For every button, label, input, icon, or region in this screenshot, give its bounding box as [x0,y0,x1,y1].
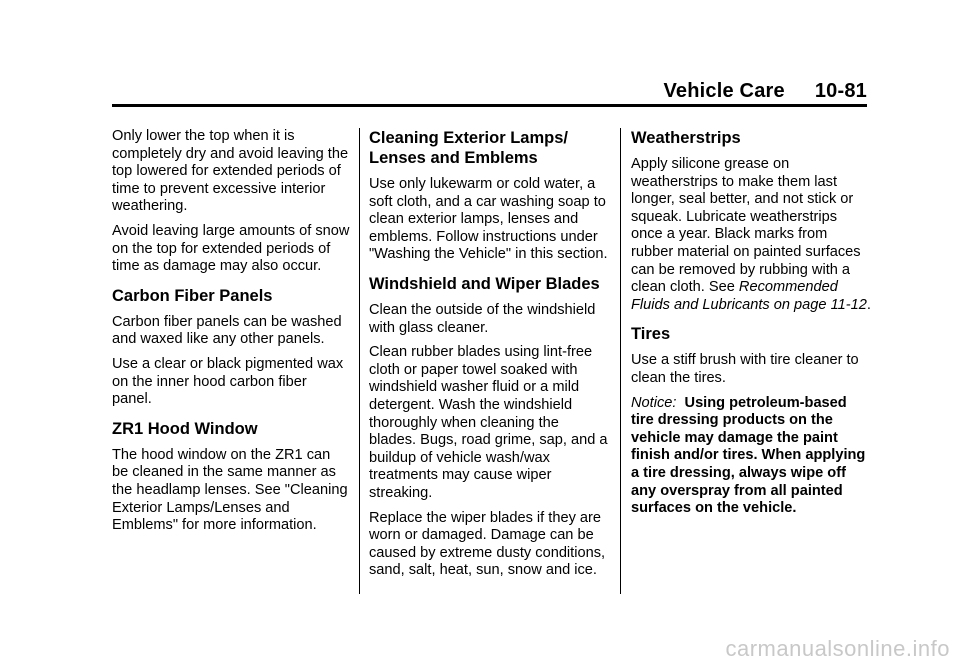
heading-weatherstrips: Weatherstrips [631,129,741,147]
paragraph: Only lower the top when it is completely dry and avoid leaving the top lowered for extended periods of time to prevent excessive interior weathering. [112,128,349,215]
paragraph: Use a stiff brush with tire cleaner to clean the tires. [631,352,859,386]
paragraph: The hood window on the ZR1 can be cleaned in the same manner as the headlamp lenses. See "Cleaning Exterior Lamps/Lenses and Emblems" for more information. [112,446,348,534]
weatherstrips-text: Apply silicone grease on weatherstrips to make them last longer, seal better, and not stick or squeak. Lubricate weatherstrips once a year. Black marks from rubber material on painted surfaces can be removed by rubbing with a clean cloth. See [631,156,861,296]
header-rule [112,104,867,107]
heading-carbon-fiber-panels: Carbon Fiber Panels [112,286,273,305]
watermark: carmanualsonline.info [725,636,950,661]
section-title: Vehicle Care [663,80,785,102]
notice-paragraph [631,395,871,518]
notice-label: Notice: [631,394,677,411]
page-number: 10-81 [814,80,867,102]
heading-cleaning-exterior-lamps: Cleaning Exterior Lamps/ Lenses and Emblems [369,129,568,167]
paragraph: Use a clear or black pigmented wax on the inner hood carbon fiber panel. [112,355,344,408]
paragraph: Replace the wiper blades if they are worn or damaged. Damage can be caused by extreme dusty conditions, sand, salt, heat, sun, snow and ice. [369,509,606,579]
paragraph [631,156,871,314]
heading-windshield-wiper-blades: Windshield and Wiper Blades [369,274,600,293]
paragraph: Clean the outside of the windshield with glass cleaner. [369,301,596,336]
heading-zr1-hood-window: ZR1 Hood Window [112,419,258,438]
heading-tires: Tires [631,325,671,344]
column-divider [620,128,621,594]
header-text [663,80,867,103]
notice-text: Using petroleum-based tire dressing products on the vehicle may damage the paint finish and/or tires. When applying a tire dressing, always wipe off any overspray from all painted surfaces on the vehicle. [631,394,866,517]
paragraph: Use only lukewarm or cold water, a soft cloth, and a car washing soap to clean exterior lamps, lenses and emblems. Follow instructions under "Washing the Vehicle" in this section. [369,176,608,263]
paragraph: Avoid leaving large amounts of snow on the top for extended periods of time as damage may also occur. [112,222,350,275]
column-1 [112,128,350,542]
column-divider [359,128,360,594]
period: . [866,296,871,313]
column-3 [631,128,871,525]
cross-reference-link[interactable]: Recommended Fluids and Lubricants on page 11-12 [631,279,867,313]
column-2 [369,128,609,587]
paragraph: Carbon fiber panels can be washed and waxed like any other panels. [112,313,342,348]
paragraph: Clean rubber blades using lint-free cloth or paper towel soaked with windshield washer fluid or a mild detergent. Wash the windshield thoroughly when cleaning the blades. Bugs, road grime, sap, and a buildup of vehicle wash/wax treatments may cause wiper streaking. [369,344,608,501]
page-header [112,80,867,106]
